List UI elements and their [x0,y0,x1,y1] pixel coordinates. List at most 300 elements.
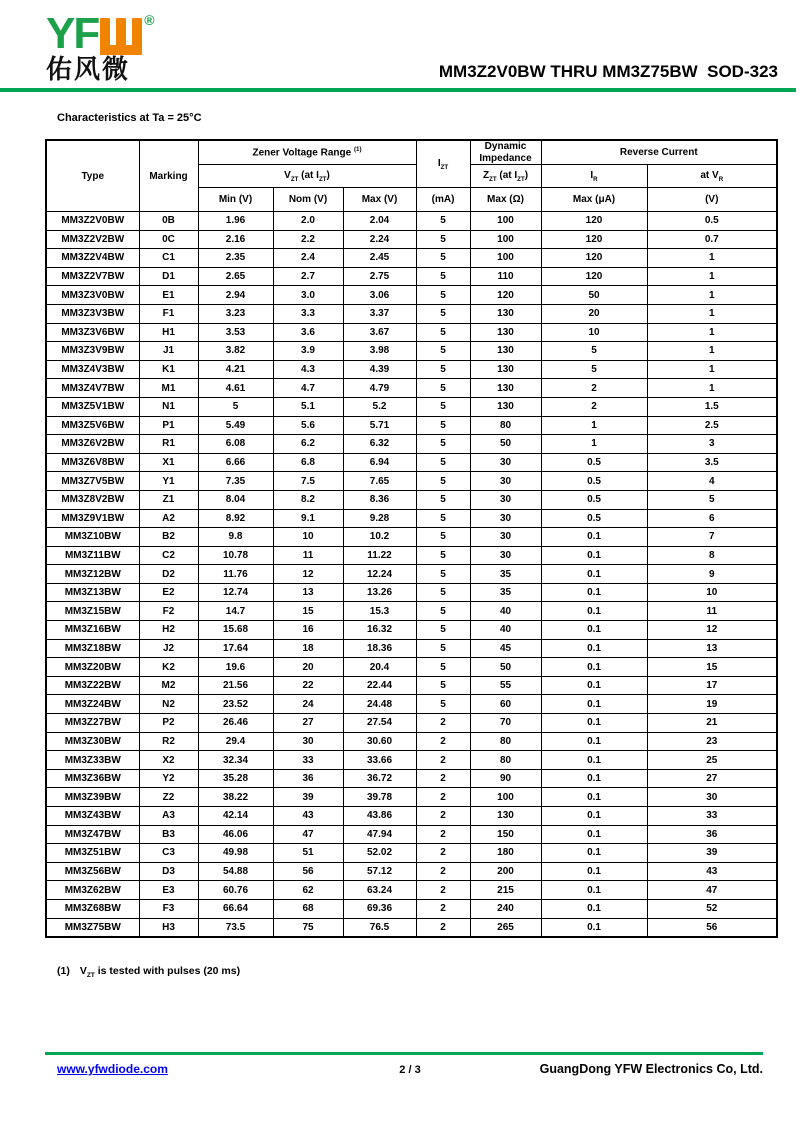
cell-vz-min: 35.28 [198,769,273,788]
cell-zzt-max-ohm: 35 [470,583,541,602]
cell-type: MM3Z30BW [46,732,139,751]
section-title: Characteristics at Ta = 25°C [57,112,202,124]
col-header-type: Type [46,140,139,212]
cell-type: MM3Z27BW [46,714,139,733]
table-row [46,639,777,658]
cell-vr-v: 1 [647,342,777,361]
cell-vr-v: 4 [647,472,777,491]
cell-type: MM3Z3V3BW [46,304,139,323]
cell-zzt-max-ohm: 40 [470,602,541,621]
col-header-zener-range: Zener Voltage Range $^{(1)}$ [198,140,416,165]
cell-vz-nom: 18 [273,639,343,658]
cell-vz-max: 5.2 [343,397,416,416]
cell-marking: C1 [139,249,198,268]
cell-ir-max-ua: 0.1 [541,788,647,807]
cell-zzt-max-ohm: 120 [470,286,541,305]
table-row [46,304,777,323]
cell-vz-nom: 27 [273,714,343,733]
cell-vz-nom: 5.1 [273,397,343,416]
table-row [46,658,777,677]
cell-ir-max-ua: 5 [541,342,647,361]
cell-type: MM3Z18BW [46,639,139,658]
cell-marking: H2 [139,621,198,640]
cell-marking: Z1 [139,490,198,509]
cell-izt-ma: 2 [416,844,470,863]
cell-ir-max-ua: 0.5 [541,490,647,509]
cell-vz-nom: 15 [273,602,343,621]
cell-izt-ma: 5 [416,230,470,249]
cell-vz-nom: 7.5 [273,472,343,491]
table-row [46,379,777,398]
cell-vz-nom: 5.6 [273,416,343,435]
cell-vr-v: 7 [647,528,777,547]
cell-vr-v: 33 [647,807,777,826]
cell-vz-nom: 2.2 [273,230,343,249]
table-row [46,788,777,807]
cell-vz-max: 47.94 [343,825,416,844]
cell-ir-max-ua: 0.1 [541,583,647,602]
cell-type: MM3Z15BW [46,602,139,621]
cell-vz-max: 4.79 [343,379,416,398]
cell-vz-nom: 3.3 [273,304,343,323]
cell-ir-max-ua: 0.5 [541,509,647,528]
cell-marking: R2 [139,732,198,751]
cell-vz-min: 26.46 [198,714,273,733]
cell-marking: Y2 [139,769,198,788]
cell-izt-ma: 2 [416,825,470,844]
table-row [46,807,777,826]
cell-vr-v: 15 [647,658,777,677]
cell-vz-max: 76.5 [343,918,416,937]
cell-vz-nom: 4.7 [273,379,343,398]
cell-marking: N1 [139,397,198,416]
cell-vz-min: 60.76 [198,881,273,900]
cell-vz-min: 73.5 [198,918,273,937]
cell-marking: F3 [139,899,198,918]
cell-vr-v: 21 [647,714,777,733]
cell-vz-nom: 39 [273,788,343,807]
cell-zzt-max-ohm: 130 [470,304,541,323]
cell-vr-v: 13 [647,639,777,658]
cell-izt-ma: 5 [416,639,470,658]
cell-vz-min: 23.52 [198,695,273,714]
cell-type: MM3Z3V6BW [46,323,139,342]
cell-ir-max-ua: 0.1 [541,546,647,565]
cell-type: MM3Z9V1BW [46,509,139,528]
cell-izt-ma: 5 [416,286,470,305]
cell-type: MM3Z3V0BW [46,286,139,305]
cell-izt-ma: 5 [416,267,470,286]
cell-type: MM3Z20BW [46,658,139,677]
cell-zzt-max-ohm: 50 [470,658,541,677]
table-row [46,509,777,528]
cell-vz-nom: 56 [273,862,343,881]
cell-marking: E3 [139,881,198,900]
cell-marking: K2 [139,658,198,677]
cell-type: MM3Z47BW [46,825,139,844]
cell-vz-max: 16.32 [343,621,416,640]
cell-vz-max: 27.54 [343,714,416,733]
footer-rule [45,1052,763,1055]
cell-marking: D3 [139,862,198,881]
cell-marking: J2 [139,639,198,658]
cell-vz-max: 30.60 [343,732,416,751]
cell-vz-max: 6.94 [343,453,416,472]
cell-ir-max-ua: 0.1 [541,732,647,751]
cell-vz-max: 2.04 [343,212,416,231]
cell-type: MM3Z51BW [46,844,139,863]
cell-vz-nom: 20 [273,658,343,677]
cell-ir-max-ua: 5 [541,360,647,379]
cell-marking: A2 [139,509,198,528]
table-row [46,286,777,305]
cell-vz-min: 2.35 [198,249,273,268]
cell-vz-nom: 3.6 [273,323,343,342]
yfw-logo [46,9,155,84]
cell-vz-min: 6.66 [198,453,273,472]
cell-vz-nom: 75 [273,918,343,937]
cell-vr-v: 3.5 [647,453,777,472]
cell-vz-min: 9.8 [198,528,273,547]
cell-marking: C2 [139,546,198,565]
cell-vz-min: 21.56 [198,676,273,695]
cell-zzt-max-ohm: 90 [470,769,541,788]
cell-ir-max-ua: 0.1 [541,714,647,733]
logo-sha-icon [100,18,142,55]
page-title: MM3Z2V0BW THRU MM3Z75BW SOD-323 [438,62,778,81]
cell-vz-nom: 2.0 [273,212,343,231]
cell-vr-v: 1 [647,360,777,379]
cell-ir-max-ua: 2 [541,379,647,398]
cell-marking: Z2 [139,788,198,807]
logo-yf-text: YF [46,9,99,58]
cell-zzt-max-ohm: 80 [470,751,541,770]
cell-vr-v: 5 [647,490,777,509]
cell-ir-max-ua: 0.5 [541,453,647,472]
cell-ir-max-ua: 120 [541,267,647,286]
cell-vr-v: 1 [647,323,777,342]
cell-vz-max: 7.65 [343,472,416,491]
cell-vz-max: 12.24 [343,565,416,584]
cell-ir-max-ua: 0.1 [541,862,647,881]
cell-type: MM3Z5V6BW [46,416,139,435]
cell-vz-min: 2.94 [198,286,273,305]
cell-ir-max-ua: 0.1 [541,807,647,826]
cell-izt-ma: 5 [416,528,470,547]
cell-zzt-max-ohm: 30 [470,528,541,547]
cell-vz-max: 2.75 [343,267,416,286]
cell-marking: C3 [139,844,198,863]
table-row [46,249,777,268]
cell-type: MM3Z75BW [46,918,139,937]
cell-izt-ma: 2 [416,862,470,881]
table-row [46,212,777,231]
cell-ir-max-ua: 0.1 [541,528,647,547]
cell-vz-max: 13.26 [343,583,416,602]
cell-vz-max: 18.36 [343,639,416,658]
col-header-dynamic-impedance: Dynamic Impedance [470,140,541,165]
cell-type: MM3Z4V7BW [46,379,139,398]
cell-vz-nom: 30 [273,732,343,751]
cell-zzt-max-ohm: 100 [470,788,541,807]
table-row [46,714,777,733]
page-number: 2 / 3 [399,1064,421,1076]
cell-izt-ma: 5 [416,360,470,379]
cell-vz-max: 52.02 [343,844,416,863]
cell-ir-max-ua: 0.1 [541,602,647,621]
cell-vr-v: 39 [647,844,777,863]
cell-vz-min: 19.6 [198,658,273,677]
cell-marking: M1 [139,379,198,398]
cell-ir-max-ua: 0.1 [541,639,647,658]
cell-type: MM3Z10BW [46,528,139,547]
table-row [46,490,777,509]
cell-vr-v: 43 [647,862,777,881]
cell-marking: F1 [139,304,198,323]
cell-marking: N2 [139,695,198,714]
cell-type: MM3Z68BW [46,899,139,918]
table-row [46,602,777,621]
cell-vr-v: 1 [647,286,777,305]
cell-izt-ma: 5 [416,490,470,509]
cell-marking: H1 [139,323,198,342]
cell-zzt-max-ohm: 80 [470,732,541,751]
cell-ir-max-ua: 50 [541,286,647,305]
cell-zzt-max-ohm: 150 [470,825,541,844]
cell-zzt-max-ohm: 30 [470,509,541,528]
cell-ir-max-ua: 0.1 [541,676,647,695]
cell-vz-nom: 2.4 [273,249,343,268]
cell-vr-v: 12 [647,621,777,640]
cell-izt-ma: 2 [416,899,470,918]
cell-marking: B3 [139,825,198,844]
cell-vz-max: 15.3 [343,602,416,621]
cell-izt-ma: 5 [416,416,470,435]
cell-zzt-max-ohm: 30 [470,472,541,491]
cell-type: MM3Z6V2BW [46,435,139,454]
col-header-reverse-current: Reverse Current [541,140,777,165]
table-row [46,416,777,435]
cell-marking: K1 [139,360,198,379]
cell-vz-min: 14.7 [198,602,273,621]
col-header-min-v: Min (V) [198,188,273,212]
col-header-zzt: $Z_{ZT}$ (at $I_{ZT}$) [470,165,541,188]
cell-type: MM3Z5V1BW [46,397,139,416]
table-row [46,825,777,844]
cell-ir-max-ua: 0.1 [541,899,647,918]
cell-type: MM3Z24BW [46,695,139,714]
cell-vz-max: 33.66 [343,751,416,770]
cell-ir-max-ua: 120 [541,212,647,231]
cell-zzt-max-ohm: 110 [470,267,541,286]
cell-type: MM3Z16BW [46,621,139,640]
table-row [46,360,777,379]
cell-vz-max: 10.2 [343,528,416,547]
cell-type: MM3Z22BW [46,676,139,695]
cell-vz-max: 22.44 [343,676,416,695]
cell-type: MM3Z39BW [46,788,139,807]
cell-type: MM3Z8V2BW [46,490,139,509]
cell-vz-min: 54.88 [198,862,273,881]
footnote: (1) $V_{ZT}$ is tested with pulses (20 ms) [57,965,241,980]
cell-vz-min: 42.14 [198,807,273,826]
cell-vz-nom: 11 [273,546,343,565]
cell-vz-min: 49.98 [198,844,273,863]
table-row [46,546,777,565]
cell-ir-max-ua: 0.1 [541,621,647,640]
cell-vr-v: 0.5 [647,212,777,231]
cell-vz-min: 4.21 [198,360,273,379]
cell-vz-min: 1.96 [198,212,273,231]
cell-vr-v: 23 [647,732,777,751]
cell-izt-ma: 2 [416,788,470,807]
cell-type: MM3Z56BW [46,862,139,881]
cell-type: MM3Z11BW [46,546,139,565]
cell-vz-max: 2.24 [343,230,416,249]
table-row [46,732,777,751]
website-link[interactable]: www.yfwdiode.com [57,1062,168,1076]
table-row [46,230,777,249]
cell-type: MM3Z3V9BW [46,342,139,361]
cell-vz-max: 39.78 [343,788,416,807]
cell-izt-ma: 2 [416,714,470,733]
cell-marking: E1 [139,286,198,305]
cell-ir-max-ua: 20 [541,304,647,323]
cell-type: MM3Z2V4BW [46,249,139,268]
cell-ir-max-ua: 0.1 [541,565,647,584]
cell-vz-min: 7.35 [198,472,273,491]
table-row [46,453,777,472]
cell-zzt-max-ohm: 50 [470,435,541,454]
cell-zzt-max-ohm: 100 [470,212,541,231]
cell-type: MM3Z43BW [46,807,139,826]
cell-izt-ma: 5 [416,621,470,640]
cell-vz-max: 3.06 [343,286,416,305]
cell-vz-max: 57.12 [343,862,416,881]
cell-marking: M2 [139,676,198,695]
table-row [46,397,777,416]
cell-zzt-max-ohm: 60 [470,695,541,714]
cell-vz-max: 8.36 [343,490,416,509]
cell-vr-v: 47 [647,881,777,900]
cell-izt-ma: 5 [416,583,470,602]
cell-izt-ma: 5 [416,249,470,268]
table-row [46,342,777,361]
cell-type: MM3Z62BW [46,881,139,900]
table-row [46,751,777,770]
cell-zzt-max-ohm: 30 [470,490,541,509]
col-header-marking: Marking [139,140,198,212]
cell-vr-v: 11 [647,602,777,621]
cell-zzt-max-ohm: 240 [470,899,541,918]
cell-vz-max: 6.32 [343,435,416,454]
cell-marking: J1 [139,342,198,361]
cell-marking: X2 [139,751,198,770]
cell-izt-ma: 5 [416,546,470,565]
cell-marking: H3 [139,918,198,937]
col-header-ma: (mA) [416,188,470,212]
cell-zzt-max-ohm: 80 [470,416,541,435]
cell-vz-nom: 10 [273,528,343,547]
cell-vr-v: 0.7 [647,230,777,249]
cell-marking: F2 [139,602,198,621]
cell-vr-v: 30 [647,788,777,807]
col-header-vr-v: (V) [647,188,777,212]
cell-vz-min: 2.16 [198,230,273,249]
cell-izt-ma: 5 [416,379,470,398]
cell-ir-max-ua: 120 [541,230,647,249]
cell-marking: A3 [139,807,198,826]
cell-type: MM3Z7V5BW [46,472,139,491]
table-row [46,899,777,918]
cell-vr-v: 6 [647,509,777,528]
cell-izt-ma: 5 [416,397,470,416]
cell-type: MM3Z13BW [46,583,139,602]
col-header-izt: $I_{ZT}$ [416,140,470,188]
cell-vz-nom: 6.2 [273,435,343,454]
table-row [46,918,777,937]
cell-vr-v: 8 [647,546,777,565]
cell-ir-max-ua: 0.1 [541,844,647,863]
cell-ir-max-ua: 1 [541,435,647,454]
table-row [46,323,777,342]
cell-vz-nom: 4.3 [273,360,343,379]
cell-izt-ma: 5 [416,435,470,454]
table-row [46,435,777,454]
table-row [46,472,777,491]
cell-zzt-max-ohm: 130 [470,397,541,416]
cell-izt-ma: 5 [416,565,470,584]
cell-vz-nom: 2.7 [273,267,343,286]
cell-izt-ma: 5 [416,509,470,528]
cell-vz-nom: 13 [273,583,343,602]
cell-vz-nom: 16 [273,621,343,640]
cell-vz-nom: 12 [273,565,343,584]
cell-type: MM3Z6V8BW [46,453,139,472]
cell-vz-max: 9.28 [343,509,416,528]
cell-vr-v: 2.5 [647,416,777,435]
cell-marking: R1 [139,435,198,454]
cell-vz-min: 46.06 [198,825,273,844]
table-row [46,565,777,584]
cell-zzt-max-ohm: 130 [470,807,541,826]
cell-marking: D1 [139,267,198,286]
cell-vr-v: 27 [647,769,777,788]
cell-vz-nom: 62 [273,881,343,900]
cell-izt-ma: 5 [416,602,470,621]
cell-vz-min: 66.64 [198,899,273,918]
cell-vz-max: 43.86 [343,807,416,826]
cell-izt-ma: 2 [416,732,470,751]
cell-marking: 0B [139,212,198,231]
cell-zzt-max-ohm: 215 [470,881,541,900]
cell-izt-ma: 5 [416,342,470,361]
cell-vz-min: 17.64 [198,639,273,658]
cell-zzt-max-ohm: 100 [470,249,541,268]
cell-vz-min: 8.04 [198,490,273,509]
table-row [46,676,777,695]
cell-ir-max-ua: 0.1 [541,751,647,770]
cell-izt-ma: 5 [416,304,470,323]
cell-ir-max-ua: 0.1 [541,658,647,677]
cell-vr-v: 1 [647,304,777,323]
cell-vz-nom: 9.1 [273,509,343,528]
cell-vz-min: 2.65 [198,267,273,286]
cell-vz-nom: 47 [273,825,343,844]
footnote-ref: (1) [353,146,362,154]
col-header-max-ohm: Max (Ω) [470,188,541,212]
cell-zzt-max-ohm: 200 [470,862,541,881]
